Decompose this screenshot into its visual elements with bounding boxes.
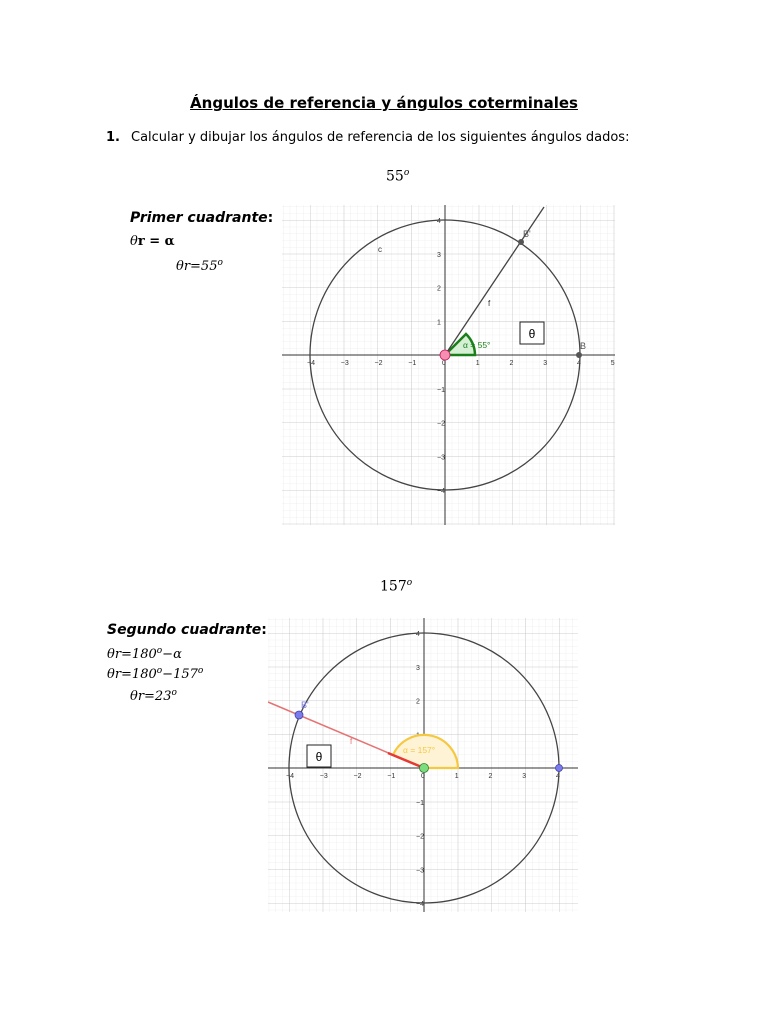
tick-label: −1 — [437, 386, 445, 394]
given-angle-1 — [386, 168, 409, 185]
tick-label: 3 — [522, 773, 527, 780]
formula-2-line2 — [107, 666, 203, 682]
formula-1-rest: r = α — [137, 234, 175, 249]
formula-2-line3-sup: o — [171, 688, 177, 698]
tick-label: 2 — [509, 360, 514, 367]
formula-2-line1-tail: −α — [162, 647, 182, 662]
formula-2-line3-text: θr=23 — [130, 689, 172, 704]
tick-label: −3 — [319, 773, 328, 780]
tick-label: −2 — [353, 773, 362, 780]
formula-2-line3 — [130, 688, 177, 704]
question-number: 1. — [106, 130, 120, 145]
tick-label: 3 — [437, 251, 441, 259]
tick-label: −3 — [437, 454, 445, 462]
quadrant-label-1-colon: : — [267, 210, 274, 226]
tick-label: −4 — [437, 488, 445, 495]
graph-2 — [268, 618, 578, 912]
tick-label: −1 — [387, 773, 396, 780]
tick-label: 3 — [543, 360, 548, 367]
tick-label: 3 — [416, 664, 420, 672]
formula-2-line2-tail: −157 — [162, 667, 198, 682]
formula-1-theta: θ — [130, 234, 138, 249]
graph-2-label-b-prime: B' — [301, 700, 309, 710]
graph-1-label-b: B — [580, 341, 587, 351]
tick-label: −4 — [286, 773, 294, 780]
formula-1-line2-sup: o — [217, 258, 223, 268]
graph-1-point-b-prime — [518, 239, 524, 245]
graph-1-angle-label: α = 55° — [463, 340, 491, 350]
graph-1-point-b — [576, 352, 582, 358]
tick-label: 4 — [556, 773, 560, 780]
tick-label: 5 — [610, 360, 615, 367]
tick-label: −2 — [416, 833, 424, 841]
tick-label: 0 — [421, 773, 425, 780]
tick-label: −1 — [416, 799, 424, 807]
given-angle-1-sup: o — [403, 168, 410, 178]
tick-label: −1 — [408, 360, 417, 367]
tick-label: 1 — [454, 773, 459, 780]
graph-2-label-f: f — [350, 737, 353, 746]
quadrant-label-1 — [130, 210, 273, 226]
formula-2-line2-sup2: o — [197, 666, 204, 676]
tick-label: 0 — [442, 360, 446, 367]
tick-label: 4 — [437, 218, 441, 225]
graph-2-point-b-prime — [295, 711, 303, 719]
graph-2-angle-label: α = 157° — [403, 745, 436, 755]
graph-1-major-grid — [282, 205, 615, 525]
quadrant-label-2-text: Segundo cuadrante — [107, 622, 262, 638]
given-angle-2-value: 157 — [380, 578, 407, 595]
formula-2-line1-sup: o — [156, 646, 163, 656]
tick-label: 2 — [488, 773, 493, 780]
tick-label: −3 — [416, 867, 424, 875]
tick-label: 4 — [416, 631, 420, 638]
formula-2-line1-text: θr=180 — [107, 647, 157, 662]
given-angle-2 — [380, 578, 412, 595]
tick-label: 1 — [437, 319, 441, 327]
tick-label: 1 — [475, 360, 480, 367]
graph-1-theta-label: θ — [528, 327, 536, 341]
tick-label: 4 — [577, 360, 581, 367]
formula-2-line2-sup: o — [156, 666, 163, 676]
tick-label: −2 — [437, 420, 445, 428]
graph-1-label-c: c — [378, 245, 382, 254]
given-angle-1-value: 55 — [386, 168, 404, 185]
question-text: Calcular y dibujar los ángulos de referencia de los siguientes ángulos dados: — [131, 130, 630, 145]
graph-2-theta-label: θ — [315, 750, 323, 764]
quadrant-label-2-colon: : — [261, 622, 267, 638]
page-title: Ángulos de referencia y ángulos coterminales — [190, 94, 578, 112]
tick-label: 2 — [416, 698, 420, 706]
tick-label: −2 — [374, 360, 383, 367]
formula-2-line1 — [107, 646, 182, 662]
formula-1-line2-text: θr=55 — [176, 259, 218, 274]
graph-2-point-b — [556, 765, 563, 772]
graph-1 — [282, 205, 615, 525]
formula-1-line2 — [176, 258, 223, 274]
tick-label: −4 — [307, 360, 315, 367]
tick-label: −3 — [340, 360, 349, 367]
formula-2-line2-text: θr=180 — [107, 667, 157, 682]
graph-1-origin-point — [440, 350, 450, 360]
graph-1-label-f: f — [488, 299, 491, 308]
graph-1-label-b-prime: B' — [523, 229, 531, 239]
tick-label: −4 — [416, 901, 424, 908]
tick-label: 2 — [437, 285, 441, 293]
graph-2-origin-point — [420, 764, 429, 773]
quadrant-label-1-text: Primer cuadrante — [130, 210, 268, 226]
formula-1-line1 — [130, 234, 175, 249]
given-angle-2-sup: o — [406, 578, 413, 588]
quadrant-label-2 — [107, 622, 267, 638]
